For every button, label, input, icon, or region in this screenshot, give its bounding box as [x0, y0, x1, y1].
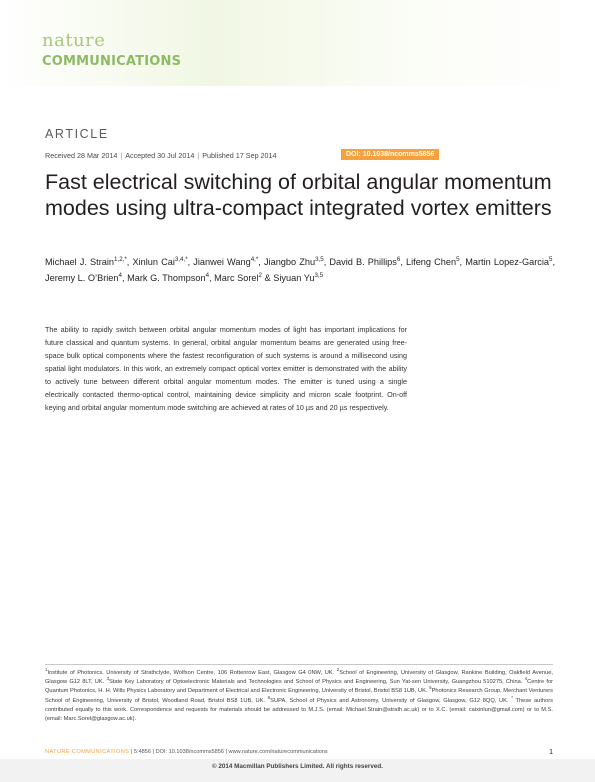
- affiliation-marker: 6: [267, 694, 271, 700]
- journal-logo-nature: nature: [42, 30, 106, 51]
- affiliations-footnote: [45, 669, 553, 724]
- publication-dates: [45, 151, 277, 160]
- author-affiliation-marker: 3,5: [315, 255, 324, 263]
- author-affiliation-marker: 4: [205, 271, 210, 279]
- author-list: Michael J. Strain$^{1,2,*}$, Xinlun Cai$^{3,4,*}$, Jianwei Wang$^{4,*}$, Jiangbo Zhu$^{3,5}$, David B. Phillips$^6$, Lifeng Chen$^5$, Martin Lopez-Garcia$^5$, Jeremy L. O’Brien$^4$, Mark G. Thompson$^4$, Marc Sorel$^2$ & Siyuan Yu$^{3,5}$: [45, 255, 556, 283]
- correspondence-note: These authors contributed equally to this work. Correspondence and requests for materials should be addressed to M.J.S. (email: Michael.Strain@strath.ac.uk) or to X.C. (email: caixinlun@gmail.com) or to M.S. (email: Marc.Sorel@glasgow.ac.uk).: [45, 697, 553, 723]
- author-affiliation-marker: 5: [549, 255, 553, 263]
- affiliation-text: SUPA, School of Physics and Astronomy, University of Glasgow, Glasgow, G12 8QQ, UK.: [270, 697, 512, 704]
- affiliation-text: Photonics Research Group, Merchant Venturers School of Engineering, University of Bristol, Woodland Road, Bristol BS8 1UB, UK.: [45, 688, 554, 704]
- author-affiliation-marker: 5: [456, 255, 460, 263]
- author-name: Marc Sorel: [214, 272, 259, 283]
- author-name: Jiangbo Zhu: [263, 257, 316, 267]
- author-affiliation-marker: 1,2,*: [114, 255, 127, 263]
- affiliation-text: School of Engineering, University of Glasgow, Rankine Building, Oakfield Avenue, Glasgow G12 8LT, UK.: [45, 670, 553, 686]
- article-type-label: ARTICLE: [45, 127, 109, 141]
- author-name: Martin Lopez-Garcia: [465, 257, 550, 267]
- affiliation-marker: 3: [106, 676, 109, 682]
- page-number: 1: [549, 749, 553, 756]
- affiliation-marker: 4: [524, 676, 528, 682]
- author-name: Michael J. Strain: [45, 257, 115, 267]
- equal-contribution-marker: *: [511, 694, 513, 700]
- footer-doi: | 5:4856 | DOI: 10.1038/ncomms5856 | www.nature.com/naturecommunications: [130, 749, 328, 755]
- author-name: Jianwei Wang: [193, 257, 251, 267]
- affiliation-text: Centre for Quantum Photonics, H. H. Wills Physics Laboratory and Department of Electrical and Electronic Engineering, University of Bristol, Bristol BS8 1UB, UK.: [45, 679, 553, 695]
- author-name: Mark G. Thompson: [127, 272, 206, 283]
- date-separator: |: [197, 151, 200, 160]
- affiliation-marker: 5: [429, 685, 432, 691]
- author-affiliation-marker: 6: [396, 255, 401, 263]
- journal-logo-communications: COMMUNICATIONS: [42, 54, 182, 69]
- author-affiliation-marker: 2: [258, 271, 262, 279]
- affiliation-marker: 1: [45, 667, 48, 673]
- article-title: Fast electrical switching of orbital angular momentum modes using ultra-compact integrated vortex emitters: [45, 170, 552, 220]
- author-name: David B. Phillips: [329, 257, 397, 267]
- abstract: The ability to rapidly switch between orbital angular momentum modes of light has important implications for future classical and quantum systems. In general, orbital angular momentum beams are generated using free-space bulk optical components where the fastest reconfiguration of such systems is around a millisecond using spatial light modulators. In this work, an extremely compact optical vortex emitter is demonstrated with the ability to actively tune between different orbital angular momentum modes. The emitter is tuned using a single electrically contacted thermo-optical control, maintaining device simplicity and micron scale footprint. On-off keying and orbital angular momentum mode switching are achieved at rates of 10 µs and 20 µs respectively.: [45, 325, 407, 412]
- author-affiliation-marker: 4,*: [250, 255, 259, 263]
- author-affiliation-marker: 3,4,*: [174, 255, 188, 263]
- affiliation-marker: 2: [336, 667, 340, 673]
- author-name: Xinlun Cai: [132, 257, 175, 267]
- footer-citation: [45, 749, 328, 756]
- author-affiliation-marker: 4: [118, 271, 122, 279]
- received-date: Received 28 Mar 2014: [45, 151, 118, 160]
- accepted-date: Accepted 30 Jul 2014: [125, 151, 195, 160]
- footer-journal-name: NATURE COMMUNICATIONS: [45, 749, 130, 755]
- date-separator: |: [120, 151, 123, 160]
- affiliation-text: State Key Laboratory of Optoelectronic Materials and Technologies and School of Physics and Engineering, Sun Yat-sen University, Guangzhou 510275, China.: [108, 679, 525, 686]
- footnote-divider: [45, 664, 553, 665]
- author-affiliation-marker: 3,5: [314, 271, 324, 279]
- author-name: Jeremy L. O’Brien: [45, 272, 119, 283]
- published-date: Published 17 Sep 2014: [202, 151, 277, 160]
- author-name: Lifeng Chen: [405, 257, 457, 267]
- affiliation-text: Institute of Photonics, University of Strathclyde, Wolfson Centre, 106 Rottenrow East, Glasgow G4 0NW, UK.: [47, 670, 337, 676]
- doi-badge[interactable]: DOI: 10.1038/ncomms5856: [341, 149, 439, 160]
- author-name: Siyuan Yu: [273, 272, 315, 283]
- copyright-notice: © 2014 Macmillan Publishers Limited. All rights reserved.: [212, 763, 383, 770]
- page-footer: [45, 749, 553, 756]
